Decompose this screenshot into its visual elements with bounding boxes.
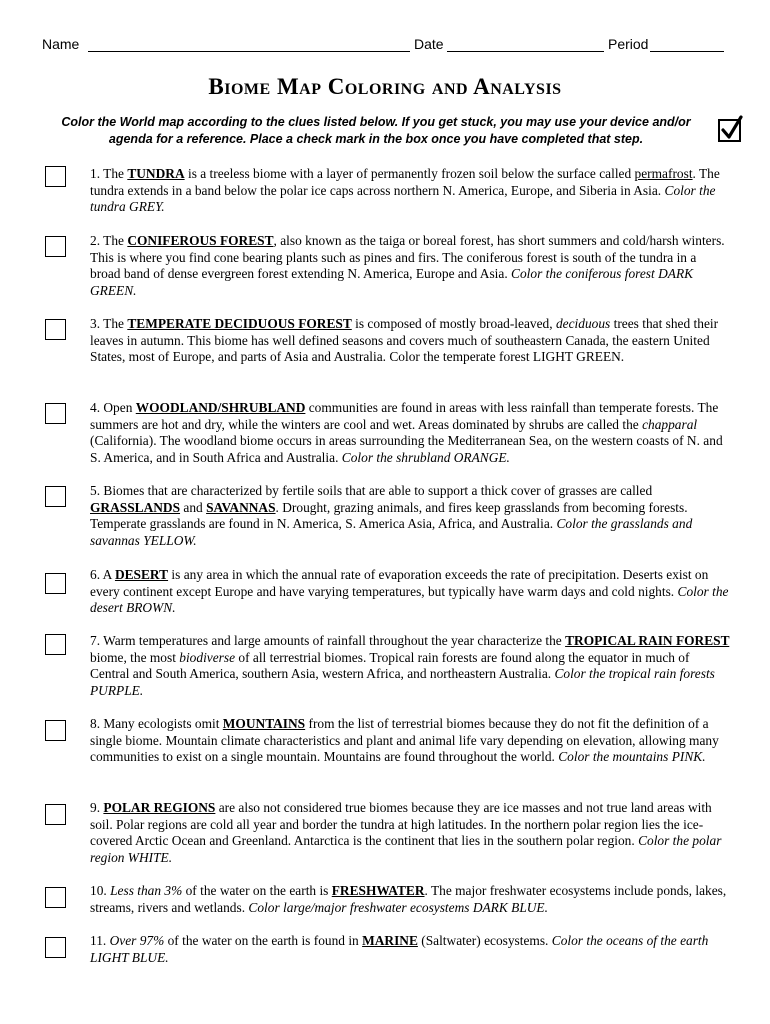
text-segment: 9. — [90, 800, 104, 815]
biome-term: TUNDRA — [127, 166, 185, 181]
italic-text: Color the shrubland ORANGE. — [341, 449, 510, 465]
text-segment: , also known as the taiga or boreal forest, has short summers and cold/harsh winters. This is where you find cone bearing plants such as pines and firs. The coniferous forest is south of the tundra in a broad band of dense evergreen forest extending N. America, Europe and Asia. — [90, 233, 725, 282]
biome-term: GRASSLANDS — [90, 499, 181, 515]
text-segment: 11. — [90, 933, 110, 948]
biome-term: SAVANNAS — [206, 499, 276, 515]
underlined-term: permafrost — [634, 166, 693, 181]
step-checkbox-8[interactable] — [45, 720, 66, 741]
text-segment: 3. The — [90, 316, 128, 331]
italic-text: Color the tundra GREY. — [90, 182, 716, 215]
step-checkbox-2[interactable] — [45, 236, 66, 257]
step-checkbox-4[interactable] — [45, 403, 66, 424]
text-segment: 4. Open — [90, 400, 136, 415]
italic-text: Color the tropical rain forests PURPLE. — [90, 666, 715, 698]
text-segment: 10. — [90, 883, 111, 898]
date-field[interactable] — [447, 51, 604, 52]
step-checkbox-11[interactable] — [45, 937, 66, 958]
step-checkbox-1[interactable] — [45, 166, 66, 187]
biome-term: FRESHWATER — [331, 883, 425, 898]
period-label: Period — [608, 36, 649, 52]
clue-paragraph-2 — [90, 233, 730, 299]
text-segment: (California). The woodland biome occurs in areas surrounding the Mediterranean Sea, on the western coasts of N. and S. America, and in South Africa and Australia. — [90, 433, 723, 465]
text-segment: 2. The — [90, 233, 128, 248]
biome-term: WOODLAND/SHRUBLAND — [135, 400, 306, 415]
clue-paragraph-1 — [90, 166, 730, 216]
text-segment: 8. Many ecologists omit — [90, 716, 223, 731]
step-checkbox-10[interactable] — [45, 887, 66, 908]
text-segment: . Drought, grazing animals, and fires keep grasslands from becoming forests. Temperate grasslands are found in N. America, S. America Asia, Africa, and Australia. — [90, 499, 688, 532]
text-segment: communities are found in areas with less rainfall than temperate forests. The summers are hot and dry, while the winters are cool and wet. Areas dominated by shrubs are called the — [90, 400, 719, 432]
period-field[interactable] — [650, 51, 724, 52]
clue-paragraph-6 — [90, 567, 730, 617]
italic-text: Color the oceans of the earth LIGHT BLUE. — [90, 933, 709, 965]
clue-paragraph-5 — [90, 483, 730, 549]
biome-term: DESERT — [114, 567, 169, 582]
biome-term: POLAR REGIONS — [103, 800, 216, 815]
italic-text: Color the mountains PINK. — [558, 749, 706, 765]
clue-paragraph-3 — [90, 316, 730, 366]
text-segment: . The tundra extends in a band below the polar ice caps across northern N. America, Europe, and Siberia in Asia. — [90, 166, 720, 198]
italic-text: Color the polar region WHITE. — [90, 833, 722, 865]
page-title: Biome Map Coloring and Analysis — [208, 74, 562, 99]
step-checkbox-7[interactable] — [45, 634, 66, 655]
step-checkbox-5[interactable] — [45, 486, 66, 507]
text-segment: and — [180, 499, 207, 515]
date-label: Date — [414, 36, 444, 52]
text-segment: trees that shed their leaves in autumn. This biome has well defined seasons and covers much of southeastern Canada, the eastern United States, most of Europe, and parts of Asia and Australia. Color the temperate forest LIGHT GREEN. — [90, 316, 719, 365]
text-segment: 7. Warm temperatures and large amounts of rainfall throughout the year characterize the — [90, 633, 566, 648]
step-checkbox-6[interactable] — [45, 573, 66, 594]
text-segment: (Saltwater) ecosystems. — [417, 933, 552, 948]
text-segment: is any area in which the annual rate of evaporation exceeds the rate of precipitation. Deserts exist on every continent except Europe and have varying temperatures, but typically have warm days and cold nights. — [90, 567, 709, 599]
italic-text: deciduous — [555, 316, 611, 331]
name-label: Name — [42, 36, 80, 52]
text-segment: is composed of mostly broad-leaved, — [351, 316, 556, 331]
example-checked-box — [718, 119, 741, 142]
name-field[interactable] — [88, 51, 410, 52]
check-mark-icon — [718, 113, 746, 143]
text-segment: biome, the most — [90, 649, 180, 665]
italic-text: biodiverse — [179, 649, 236, 665]
clue-paragraph-8 — [90, 716, 730, 766]
biome-term: TROPICAL RAIN FOREST — [565, 633, 730, 648]
text-segment: 1. The — [90, 166, 128, 181]
text-segment: is a treeless biome with a layer of permanently frozen soil below the surface called — [184, 166, 635, 181]
text-segment: 6. A — [90, 567, 115, 582]
step-checkbox-9[interactable] — [45, 804, 66, 825]
clue-paragraph-10 — [90, 883, 730, 916]
biome-term: TEMPERATE DECIDUOUS FOREST — [127, 316, 352, 331]
biome-term: MOUNTAINS — [222, 716, 306, 731]
text-segment: of the water on the earth is — [182, 883, 332, 898]
biome-term: CONIFEROUS FOREST — [127, 233, 274, 248]
clue-paragraph-4 — [90, 400, 730, 466]
italic-text: Color large/major freshwater ecosystems DARK BLUE. — [248, 899, 548, 915]
italic-text: Color the grasslands and savannas YELLOW. — [90, 516, 693, 548]
italic-text: Color the coniferous forest DARK GREEN. — [90, 266, 694, 298]
step-checkbox-3[interactable] — [45, 319, 66, 340]
italic-text: Color the desert BROWN. — [90, 583, 729, 616]
clue-paragraph-7 — [90, 633, 730, 699]
text-segment: 5. Biomes that are characterized by fertile soils that are able to support a thick cover of grasses are called — [90, 483, 653, 498]
text-segment: from the list of terrestrial biomes because they do not fit the definition of a single biome. Mountain climate characteristics and plant and animal life vary depending on elevation, allowing many communities to exist on a single mountain. Mountains are found throughout the world. — [90, 716, 719, 765]
biome-term: MARINE — [362, 933, 418, 948]
italic-text: Over 97% — [109, 933, 165, 948]
italic-text: Less than 3% — [110, 883, 183, 898]
text-segment: of all terrestrial biomes. Tropical rain forests are found along the equator in much of Central and South America, southern Asia, western Africa, and northeastern Australia. — [90, 649, 690, 682]
italic-text: chapparal — [642, 416, 698, 432]
clue-paragraph-11 — [90, 933, 730, 966]
text-segment: . The major freshwater ecosystems include ponds, lakes, streams, rivers and wetlands. — [90, 883, 727, 915]
text-segment: are also not considered true biomes because they are ice masses and not true land areas with soil. Polar regions are cold all year and border the tundra at high latitudes. In the northern polar region lies the ice-covered Arctic Ocean and Greenland. Antarctica is the continent that lies in the southern polar region. — [90, 800, 712, 849]
instructions: Color the World map according to the clues listed below. If you get stuck, you may use your device and/or agenda for a reference. Place a check mark in the box once you have completed that step. — [61, 115, 691, 146]
text-segment: of the water on the earth is found in — [164, 933, 363, 948]
student-info-header — [42, 36, 732, 56]
clue-paragraph-9 — [90, 800, 730, 866]
